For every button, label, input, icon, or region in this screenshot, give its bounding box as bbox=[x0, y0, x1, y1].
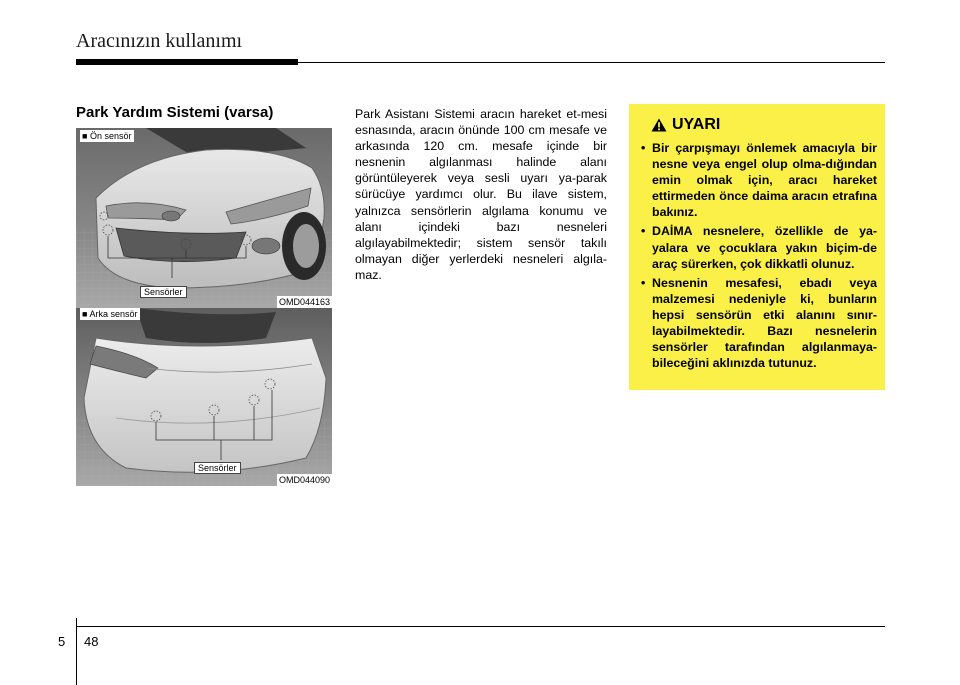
front-sensors-label: Sensörler bbox=[140, 286, 187, 298]
front-sensor-caption-text: Ön sensör bbox=[89, 131, 132, 141]
warning-item: • DAİMA nesnelere, özellikle de ya-yalara ve çocuklara yakın biçim-de araç sürerken, çok dikkatli olunuz. bbox=[641, 223, 877, 271]
front-figure-code: OMD044163 bbox=[278, 297, 330, 307]
front-car-illustration bbox=[76, 128, 332, 308]
body-paragraph: Park Asistanı Sistemi aracın hareket et-mesi esnasında, aracın önünde 100 cm mesafe ve arkasında 120 cm. mesafe içinde bir nesnenin algılanması halinde alanı görüntüleyerek veya sesli uyarı ya-parak sürücüye yardımcı olur. Bu ilave sistem, yalnızca sensörlerin algılama konumu ve alanı içindeki bazı nesneleri algılayabilmektedir; sistem sensör takılı olmayan diğer yerlerdeki nesneleri algıla-maz. bbox=[355, 107, 607, 282]
section-title: Park Yardım Sistemi (varsa) bbox=[76, 104, 274, 121]
chapter-number: 5 bbox=[58, 634, 66, 649]
caption-bullet: ■ bbox=[82, 309, 88, 319]
header-title: Aracınızın kullanımı bbox=[76, 30, 243, 52]
warning-item: • Bir çarpışmayı önlemek amacıyla bir nesne veya engel olup olma-dığından emin olmak için, aracı hareket ettirmeden önce daima aracın etrafına bakınız. bbox=[641, 140, 877, 220]
warning-list bbox=[641, 140, 877, 371]
warning-title: UYARI bbox=[672, 116, 721, 133]
rear-sensor-figure bbox=[76, 308, 332, 486]
page-number: 48 bbox=[84, 634, 99, 649]
rear-figure-code: OMD044090 bbox=[278, 475, 330, 485]
warning-triangle-icon bbox=[651, 118, 667, 132]
header-rule-accent bbox=[76, 59, 298, 65]
caption-bullet: ■ bbox=[82, 131, 88, 141]
rear-sensor-caption-text: Arka sensör bbox=[89, 309, 138, 319]
front-sensor-caption bbox=[80, 130, 134, 142]
rear-car-illustration bbox=[76, 308, 332, 486]
front-sensor-figure bbox=[76, 128, 332, 308]
footer-divider bbox=[76, 618, 77, 685]
rear-sensors-label: Sensörler bbox=[194, 462, 241, 474]
rear-sensor-caption bbox=[80, 308, 140, 320]
warning-box bbox=[629, 104, 885, 390]
footer-rule bbox=[76, 626, 885, 627]
warning-item: • Nesnenin mesafesi, ebadı veya malzemesi nedeniyle ki, bunların hepsi sensörün etki alanını sınır-layabilmektedir. Bazı nesnelerin sensörler tarafından algılanmaya-bileceğini aklınızda tutunuz. bbox=[641, 275, 877, 372]
warning-header bbox=[651, 116, 877, 134]
